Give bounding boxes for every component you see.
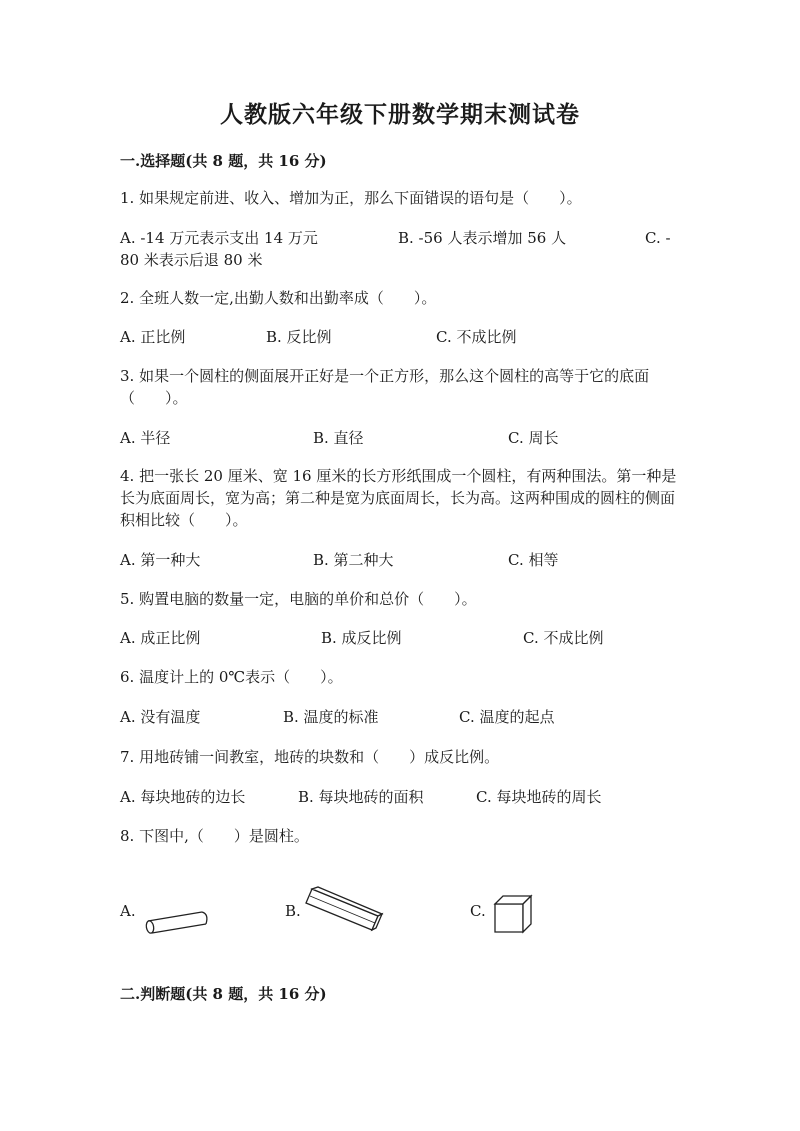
q6-option-b: B. 温度的标准 xyxy=(283,708,379,726)
question-7: 7. 用地砖铺一间教室，地砖的块数和（ ）成反比例。 xyxy=(120,748,500,766)
q7-option-c: C. 每块地砖的周长 xyxy=(476,788,602,806)
q8-option-a-label: A. xyxy=(120,902,136,920)
question-8: 8. 下图中,（ ）是圆柱。 xyxy=(120,827,309,845)
question-6: 6. 温度计上的 0℃表示（ ）。 xyxy=(120,668,343,686)
q4-option-b: B. 第二种大 xyxy=(313,551,394,569)
q8-option-b-label: B. xyxy=(285,902,301,920)
q5-option-c: C. 不成比例 xyxy=(523,629,604,647)
q3-option-c: C. 周长 xyxy=(508,429,559,447)
q4-option-c: C. 相等 xyxy=(508,551,559,569)
cube-figure xyxy=(492,894,536,936)
section-heading-choice: 一.选择题(共 8 题，共 16 分) xyxy=(120,152,327,170)
q7-option-b: B. 每块地砖的面积 xyxy=(298,788,424,806)
q1-option-a: A. -14 万元表示支出 14 万元 xyxy=(120,229,318,247)
q3-option-b: B. 直径 xyxy=(313,429,364,447)
q8-option-c-label: C. xyxy=(470,902,486,920)
q2-option-c: C. 不成比例 xyxy=(436,328,517,346)
q6-option-c: C. 温度的起点 xyxy=(459,708,555,726)
section-heading-judgement: 二.判断题(共 8 题，共 16 分) xyxy=(120,985,327,1003)
q1-option-b: B. -56 人表示增加 56 人 xyxy=(398,229,567,247)
q1-option-c: C. - xyxy=(645,229,671,247)
rectangular-prism-figure xyxy=(302,886,384,936)
q2-option-b: B. 反比例 xyxy=(266,328,332,346)
question-4: 4. 把一张长 20 厘米、宽 16 厘米的长方形纸围成一个圆柱，有两种围法。第一种是长为底面周长，宽为高；第二种是宽为底面周长，长为高。这两种围成的圆柱的侧面积相比较（ ）。 xyxy=(120,467,677,529)
q1-option-c-continued: 80 米表示后退 80 米 xyxy=(120,251,263,269)
page-title: 人教版六年级下册数学期末测试卷 xyxy=(220,101,580,128)
q5-option-a: A. 成正比例 xyxy=(120,629,201,647)
question-1: 1. 如果规定前进、收入、增加为正，那么下面错误的语句是（ ）。 xyxy=(120,189,582,207)
q5-option-b: B. 成反比例 xyxy=(321,629,402,647)
question-3: 3. 如果一个圆柱的侧面展开正好是一个正方形，那么这个圆柱的高等于它的底面（ ）。 xyxy=(120,367,650,407)
question-2: 2. 全班人数一定,出勤人数和出勤率成（ ）。 xyxy=(120,289,437,307)
cylinder-figure xyxy=(140,905,212,939)
q2-option-a: A. 正比例 xyxy=(120,328,186,346)
q3-option-a: A. 半径 xyxy=(120,429,171,447)
q4-option-a: A. 第一种大 xyxy=(120,551,201,569)
question-5: 5. 购置电脑的数量一定，电脑的单价和总价（ ）。 xyxy=(120,590,477,608)
q7-option-a: A. 每块地砖的边长 xyxy=(120,788,246,806)
q6-option-a: A. 没有温度 xyxy=(120,708,201,726)
